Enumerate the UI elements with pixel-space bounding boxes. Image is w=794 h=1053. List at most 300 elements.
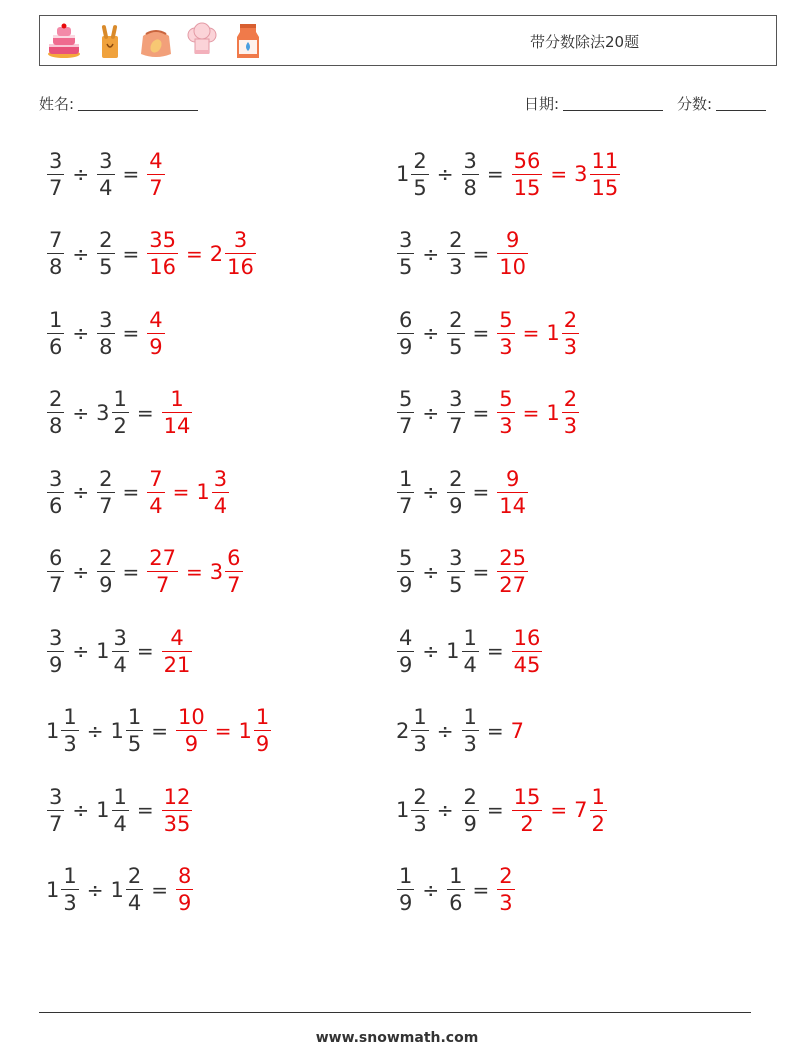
problem-item: [46, 462, 230, 522]
answer-mixed-number: [546, 386, 580, 439]
answer-mixed-number: [574, 148, 621, 201]
answer-equals-sign: =: [522, 400, 540, 425]
denominator: 8: [99, 334, 113, 359]
name-field: [39, 93, 198, 114]
whole-number: 1: [196, 480, 210, 504]
denominator: 6: [49, 493, 63, 518]
fraction: [97, 227, 114, 280]
numerator: 1: [399, 466, 413, 491]
denominator: 5: [399, 255, 413, 279]
dividend: [46, 466, 65, 519]
answer: [161, 386, 194, 439]
divisor: [446, 227, 465, 280]
equals-sign: =: [122, 559, 140, 584]
denominator: 21: [163, 652, 191, 677]
equals-sign: =: [136, 400, 154, 425]
fraction: [512, 784, 543, 837]
score-blank[interactable]: [716, 95, 766, 111]
numerator: 4: [170, 625, 184, 650]
divide-sign: ÷: [422, 559, 440, 584]
numerator: 1: [463, 705, 477, 729]
chef-hat-icon: [184, 22, 220, 60]
answer-mixed-number: [574, 784, 608, 837]
denominator: 15: [513, 175, 541, 200]
flour-sack-icon: [138, 22, 174, 60]
divisor: [96, 466, 115, 519]
numerator: 2: [563, 387, 578, 411]
divide-sign: ÷: [72, 321, 90, 345]
fraction: [225, 545, 242, 598]
denominator: 4: [213, 493, 228, 518]
cake-icon: [46, 22, 82, 60]
problem-item: [46, 144, 166, 204]
denominator: 4: [113, 811, 127, 836]
whole-number: 1: [238, 718, 252, 743]
problem-item: [396, 860, 516, 920]
numerator: 1: [413, 705, 427, 729]
denominator: 3: [499, 891, 513, 915]
numerator: 1: [113, 387, 127, 411]
fraction: [47, 625, 64, 678]
numerator: 16: [513, 625, 541, 650]
answer-fraction: [496, 466, 529, 519]
numerator: 7: [49, 228, 63, 252]
fraction: [147, 466, 164, 519]
denominator: 7: [49, 811, 63, 836]
dividend: [46, 704, 80, 757]
divisor: [96, 227, 115, 280]
divisor: [446, 863, 465, 916]
problem-item: [46, 780, 193, 840]
denominator: 9: [99, 573, 113, 597]
answer-fraction: [161, 784, 194, 837]
fraction: [126, 704, 143, 757]
denominator: 4: [99, 175, 113, 200]
denominator: 9: [399, 652, 413, 677]
baguette-bag-icon: [92, 22, 128, 60]
name-blank[interactable]: [78, 95, 198, 111]
numerator: 2: [499, 864, 513, 888]
numerator: 5: [499, 307, 513, 332]
denominator: 3: [413, 732, 427, 756]
answer: [496, 545, 529, 598]
answer: [175, 704, 272, 757]
answer: [496, 307, 580, 360]
fraction: [61, 863, 78, 916]
dividend: [46, 625, 65, 678]
numerator: 3: [213, 466, 228, 491]
answer-fraction: [496, 307, 515, 360]
fraction: [447, 863, 464, 916]
denominator: 3: [499, 414, 513, 438]
date-label: 日期:: [524, 95, 560, 113]
fraction: [497, 545, 528, 598]
numerator: 4: [399, 625, 413, 650]
divide-sign: ÷: [436, 162, 454, 186]
answer: [511, 625, 544, 678]
numerator: 56: [513, 148, 541, 173]
equals-sign: =: [122, 321, 140, 345]
denominator: 9: [399, 334, 413, 359]
numerator: 3: [233, 228, 248, 252]
answer-fraction: [146, 227, 179, 280]
problem-item: [396, 383, 580, 443]
milk-carton-icon: [230, 22, 266, 60]
date-field: [524, 93, 663, 114]
fraction: [512, 148, 543, 201]
answer-fraction: [511, 784, 544, 837]
equals-sign: =: [472, 400, 490, 425]
divisor: [96, 784, 130, 837]
numerator: 35: [149, 228, 177, 252]
fraction: [447, 466, 464, 519]
whole-number: 3: [96, 400, 110, 425]
dividend: [396, 386, 415, 439]
denominator: 7: [149, 175, 163, 200]
equals-sign: =: [472, 321, 490, 345]
fraction: [497, 863, 514, 916]
problem-item: [46, 621, 193, 681]
answer: [511, 784, 608, 837]
whole-number: 1: [546, 400, 560, 425]
denominator: 5: [449, 334, 463, 359]
fraction: [447, 545, 464, 598]
denominator: 9: [255, 732, 270, 756]
fraction: [112, 625, 129, 678]
fraction: [411, 704, 428, 757]
fraction: [47, 466, 64, 519]
divide-sign: ÷: [86, 877, 104, 902]
whole-number: 1: [110, 877, 124, 902]
numerator: 3: [449, 387, 463, 411]
dividend: [396, 466, 415, 519]
answer-fraction: [161, 625, 194, 678]
whole-number: 1: [546, 321, 560, 345]
denominator: 45: [513, 652, 541, 677]
answer-fraction: [146, 148, 165, 201]
answer: [496, 466, 529, 519]
denominator: 7: [227, 573, 241, 597]
fraction: [397, 466, 414, 519]
problem-item: [46, 542, 244, 602]
numerator: 3: [99, 148, 113, 173]
denominator: 9: [463, 811, 477, 836]
divide-sign: ÷: [72, 559, 90, 584]
fraction: [562, 307, 579, 360]
numerator: 3: [49, 466, 63, 491]
numerator: 2: [563, 307, 578, 332]
denominator: 5: [99, 255, 113, 279]
numerator: 4: [149, 307, 163, 332]
denominator: 9: [399, 573, 413, 597]
numerator: 9: [505, 466, 520, 491]
numerator: 2: [99, 546, 113, 570]
equals-sign: =: [486, 639, 504, 663]
numerator: 1: [113, 784, 127, 809]
numerator: 2: [449, 307, 463, 332]
fraction: [512, 625, 543, 678]
numerator: 6: [227, 546, 241, 570]
fraction: [97, 466, 114, 519]
numerator: 1: [591, 784, 605, 809]
fraction: [497, 466, 528, 519]
denominator: 7: [49, 573, 63, 597]
denominator: 9: [399, 891, 413, 915]
fraction: [147, 227, 178, 280]
dividend: [396, 545, 415, 598]
whole-number: 1: [46, 877, 60, 902]
numerator: 11: [591, 148, 619, 173]
denominator: 8: [49, 414, 63, 438]
fraction: [97, 307, 114, 360]
dividend: [396, 863, 415, 916]
numerator: 1: [255, 705, 270, 729]
denominator: 27: [499, 573, 527, 597]
score-label: 分数:: [677, 95, 713, 113]
numerator: 5: [499, 387, 513, 411]
numerator: 1: [49, 307, 63, 332]
equals-sign: =: [136, 639, 154, 663]
fraction: [212, 466, 229, 519]
fraction: [254, 704, 271, 757]
problem-item: [396, 542, 529, 602]
answer: [511, 148, 622, 201]
fraction: [397, 545, 414, 598]
fraction: [162, 784, 193, 837]
fraction: [112, 386, 129, 439]
denominator: 3: [63, 732, 77, 756]
denominator: 10: [499, 255, 527, 279]
numerator: 8: [178, 864, 192, 888]
fraction: [47, 386, 64, 439]
denominator: 6: [449, 891, 463, 915]
whole-number: 2: [209, 241, 224, 266]
answer: [146, 148, 165, 201]
fraction: [590, 784, 607, 837]
date-blank[interactable]: [563, 95, 663, 111]
divisor: [461, 704, 480, 757]
denominator: 35: [163, 811, 191, 836]
denominator: 7: [155, 573, 170, 597]
answer: [496, 863, 515, 916]
denominator: 16: [227, 255, 254, 279]
answer: [146, 466, 230, 519]
answer-fraction: [496, 863, 515, 916]
divisor: [446, 545, 465, 598]
fraction: [562, 386, 579, 439]
answer-equals-sign: =: [186, 241, 203, 266]
fraction: [397, 386, 414, 439]
numerator: 12: [163, 784, 191, 809]
answer: [496, 227, 529, 280]
fraction: [61, 704, 78, 757]
fraction: [397, 307, 414, 360]
problem-item: [46, 224, 257, 284]
answer-fraction: [511, 148, 544, 201]
denominator: 3: [449, 255, 463, 279]
denominator: 16: [149, 255, 177, 279]
fraction: [411, 784, 428, 837]
divisor: [111, 704, 145, 757]
divide-sign: ÷: [72, 241, 90, 266]
dividend: [396, 307, 415, 360]
denominator: 7: [399, 414, 413, 438]
denominator: 7: [99, 493, 113, 518]
divide-sign: ÷: [422, 321, 440, 345]
denominator: 14: [499, 493, 527, 518]
answer: [175, 863, 194, 916]
dividend: [396, 784, 430, 837]
numerator: 4: [149, 148, 163, 173]
answer-mixed-number: [546, 307, 580, 360]
equals-sign: =: [472, 877, 490, 902]
divide-sign: ÷: [86, 718, 104, 743]
numerator: 3: [399, 228, 413, 252]
divisor: [96, 307, 115, 360]
answer-fraction: [175, 863, 194, 916]
name-label: 姓名:: [39, 95, 75, 113]
answer-mixed-number: [210, 227, 257, 280]
numerator: 15: [513, 784, 541, 809]
numerator: 3: [449, 546, 463, 570]
fraction: [397, 227, 414, 280]
answer-equals-sign: =: [522, 321, 540, 345]
footer-url: www.snowmath.com: [315, 1030, 479, 1046]
answer-fraction: [146, 307, 165, 360]
equals-sign: =: [151, 718, 169, 743]
problem-item: [396, 780, 608, 840]
answer-mixed-number: [210, 545, 244, 598]
numerator: 1: [463, 625, 477, 650]
whole-number: 1: [110, 718, 124, 743]
fraction: [97, 148, 114, 201]
dividend: [46, 386, 65, 439]
dividend: [396, 148, 430, 201]
equals-sign: =: [472, 480, 490, 504]
answer-equals-sign: =: [550, 798, 568, 822]
numerator: 27: [149, 546, 177, 570]
denominator: 9: [178, 891, 192, 915]
denominator: 8: [49, 255, 63, 279]
divide-sign: ÷: [72, 162, 90, 186]
numerator: 2: [413, 784, 427, 809]
denominator: 5: [413, 175, 427, 200]
numerator: 3: [49, 148, 63, 173]
numerator: 2: [99, 466, 113, 491]
answer-fraction: [496, 386, 515, 439]
denominator: 4: [127, 891, 142, 915]
equals-sign: =: [486, 798, 504, 822]
answer-equals-sign: =: [172, 480, 190, 504]
footer-divider: [39, 1012, 751, 1013]
dividend: [46, 784, 65, 837]
denominator: 15: [591, 175, 619, 200]
fraction: [411, 148, 428, 201]
answer: [161, 784, 194, 837]
numerator: 10: [178, 705, 205, 729]
fraction: [47, 148, 64, 201]
answer-mixed-number: [239, 704, 273, 757]
dividend: [396, 704, 430, 757]
denominator: 3: [63, 891, 77, 915]
numerator: 5: [399, 387, 413, 411]
score-field: [677, 93, 766, 114]
problem-item: [46, 383, 193, 443]
problem-item: [396, 462, 529, 522]
page-title: 带分数除法20题: [530, 33, 640, 51]
numerator: 6: [49, 546, 63, 570]
divide-sign: ÷: [422, 241, 440, 266]
divide-sign: ÷: [436, 718, 454, 743]
fraction: [590, 148, 621, 201]
equals-sign: =: [486, 718, 504, 743]
fraction: [462, 148, 479, 201]
denominator: 7: [49, 175, 63, 200]
fraction: [225, 227, 256, 280]
divisor: [446, 625, 480, 678]
fraction: [112, 784, 129, 837]
denominator: 2: [591, 811, 605, 836]
answer-fraction: [146, 545, 179, 598]
denominator: 4: [463, 652, 477, 677]
denominator: 5: [127, 732, 142, 756]
answer-equals-sign: =: [214, 718, 232, 743]
denominator: 4: [149, 493, 163, 518]
fraction: [497, 386, 514, 439]
numerator: 7: [149, 466, 163, 491]
divide-sign: ÷: [436, 798, 454, 822]
fraction: [462, 704, 479, 757]
numerator: 2: [99, 228, 113, 252]
equals-sign: =: [472, 241, 490, 266]
numerator: 1: [170, 387, 184, 411]
fraction: [147, 148, 164, 201]
numerator: 2: [127, 864, 142, 888]
denominator: 3: [413, 811, 427, 836]
dividend: [396, 625, 415, 678]
numerator: 2: [463, 784, 477, 809]
problem-item: [46, 701, 272, 761]
numerator: 1: [127, 705, 142, 729]
numerator: 3: [49, 784, 63, 809]
answer-mixed-number: [196, 466, 230, 519]
whole-number: 1: [96, 798, 110, 822]
divisor: [446, 307, 465, 360]
answer-fraction: [161, 386, 194, 439]
fraction: [447, 307, 464, 360]
answer-equals-sign: =: [186, 559, 203, 584]
denominator: 8: [463, 175, 477, 200]
divisor: [96, 386, 130, 439]
divide-sign: ÷: [72, 480, 90, 504]
answer: [161, 625, 194, 678]
problem-item: [46, 303, 166, 363]
whole-number: 3: [574, 162, 588, 186]
dividend: [46, 148, 65, 201]
equals-sign: =: [122, 162, 140, 186]
divisor: [446, 466, 465, 519]
answer-fraction: [146, 466, 165, 519]
whole-number: 1: [446, 639, 460, 663]
fraction: [162, 386, 193, 439]
divisor: [446, 386, 465, 439]
divide-sign: ÷: [72, 400, 90, 425]
denominator: 3: [463, 732, 477, 756]
denominator: 3: [499, 334, 513, 359]
equals-sign: =: [151, 877, 169, 902]
answer: [511, 719, 525, 743]
dividend: [396, 227, 415, 280]
